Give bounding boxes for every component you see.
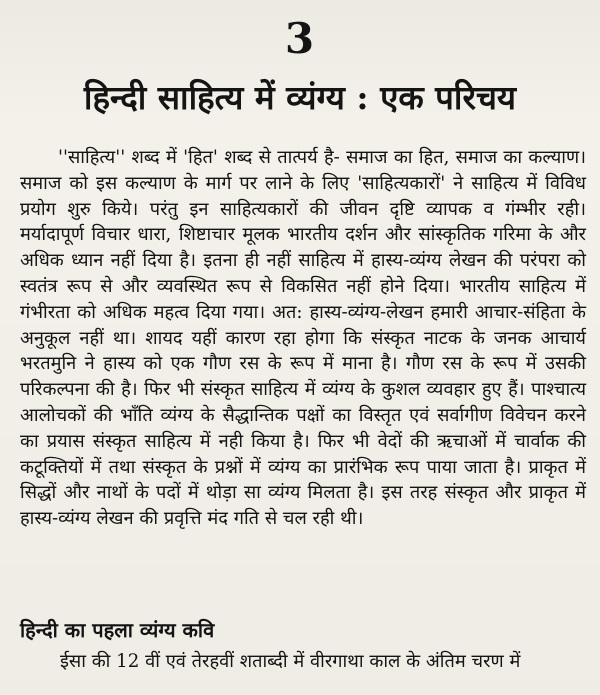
body-text: [20, 145, 586, 532]
section-heading: हिन्दी का पहला व्यंग्य कवि: [20, 618, 215, 642]
section-intro-line: ईसा की 12 वीं एवं तेरहवीं शताब्दी में वीरगाथा काल के अंतिम चरण में: [60, 651, 521, 672]
chapter-title: हिन्दी साहित्य में व्यंग्य : एक परिचय: [83, 78, 517, 117]
main-paragraph: ''साहित्य'' शब्द में 'हित' शब्द से तात्पर्य है- समाज का हित, समाज का कल्याण। समाज को इस कल्याण के मार्ग पर लाने के लिए 'साहित्यकारों' ने साहित्य में विविध प्रयोग शुरु किये। परंतु इन साहित्यकारों की जीवन दृष्टि व्यापक व गंम्भीर रही। मर्यादापूर्ण विचार धारा, शिष्टाचार मूलक भारतीय दर्शन और सांस्कृतिक गरिमा के और अधिक ध्यान नहीं दिया है। इतना ही नहीं साहित्य में हास्य-व्यंग्य लेखन की परंपरा को स्वतंत्र रूप से और व्यवस्थित रूप से विकसित नहीं होने दिया। भारतीय साहित्य में गंभीरता को अधिक महत्व दिया गया। अत: हास्य-व्यंग्य-लेखन हमारी आचार-संहिता के अनुकूल नहीं था। शायद यहीं कारण रहा होगा कि संस्कृत नाटक के जनक आचार्य भरतमुनि ने हास्य को एक गौण रस के रूप में माना है। गौण रस के रूप में उसकी परिकल्पना की है। फिर भी संस्कृत साहित्य में व्यंग्य के कुशल व्यवहार हुए हैं। पाश्चात्य आलोचकों की भाँति व्यंग्य के सैद्धान्तिक पक्षों का विस्तृत एवं सर्वागीण विवेचन करने का प्रयास संस्कृत साहित्य में नही किया है। फिर भी वेदों की ऋचाओं में चार्वाक की कटूक्तियों में तथा संस्कृत के प्रश्नों में व्यंग्य का प्रारंभिक रूप पाया जाता है। प्राकृत में सिद्धों और नाथों के पदों में थोड़ा सा व्यंग्य मिलता है। इस तरह संस्कृत और प्राकृत में हास्य-व्यंग्य लेखन की प्रवृत्ति मंद गति से चल रही थी।: [20, 147, 586, 530]
chapter-number: 3: [284, 14, 316, 63]
